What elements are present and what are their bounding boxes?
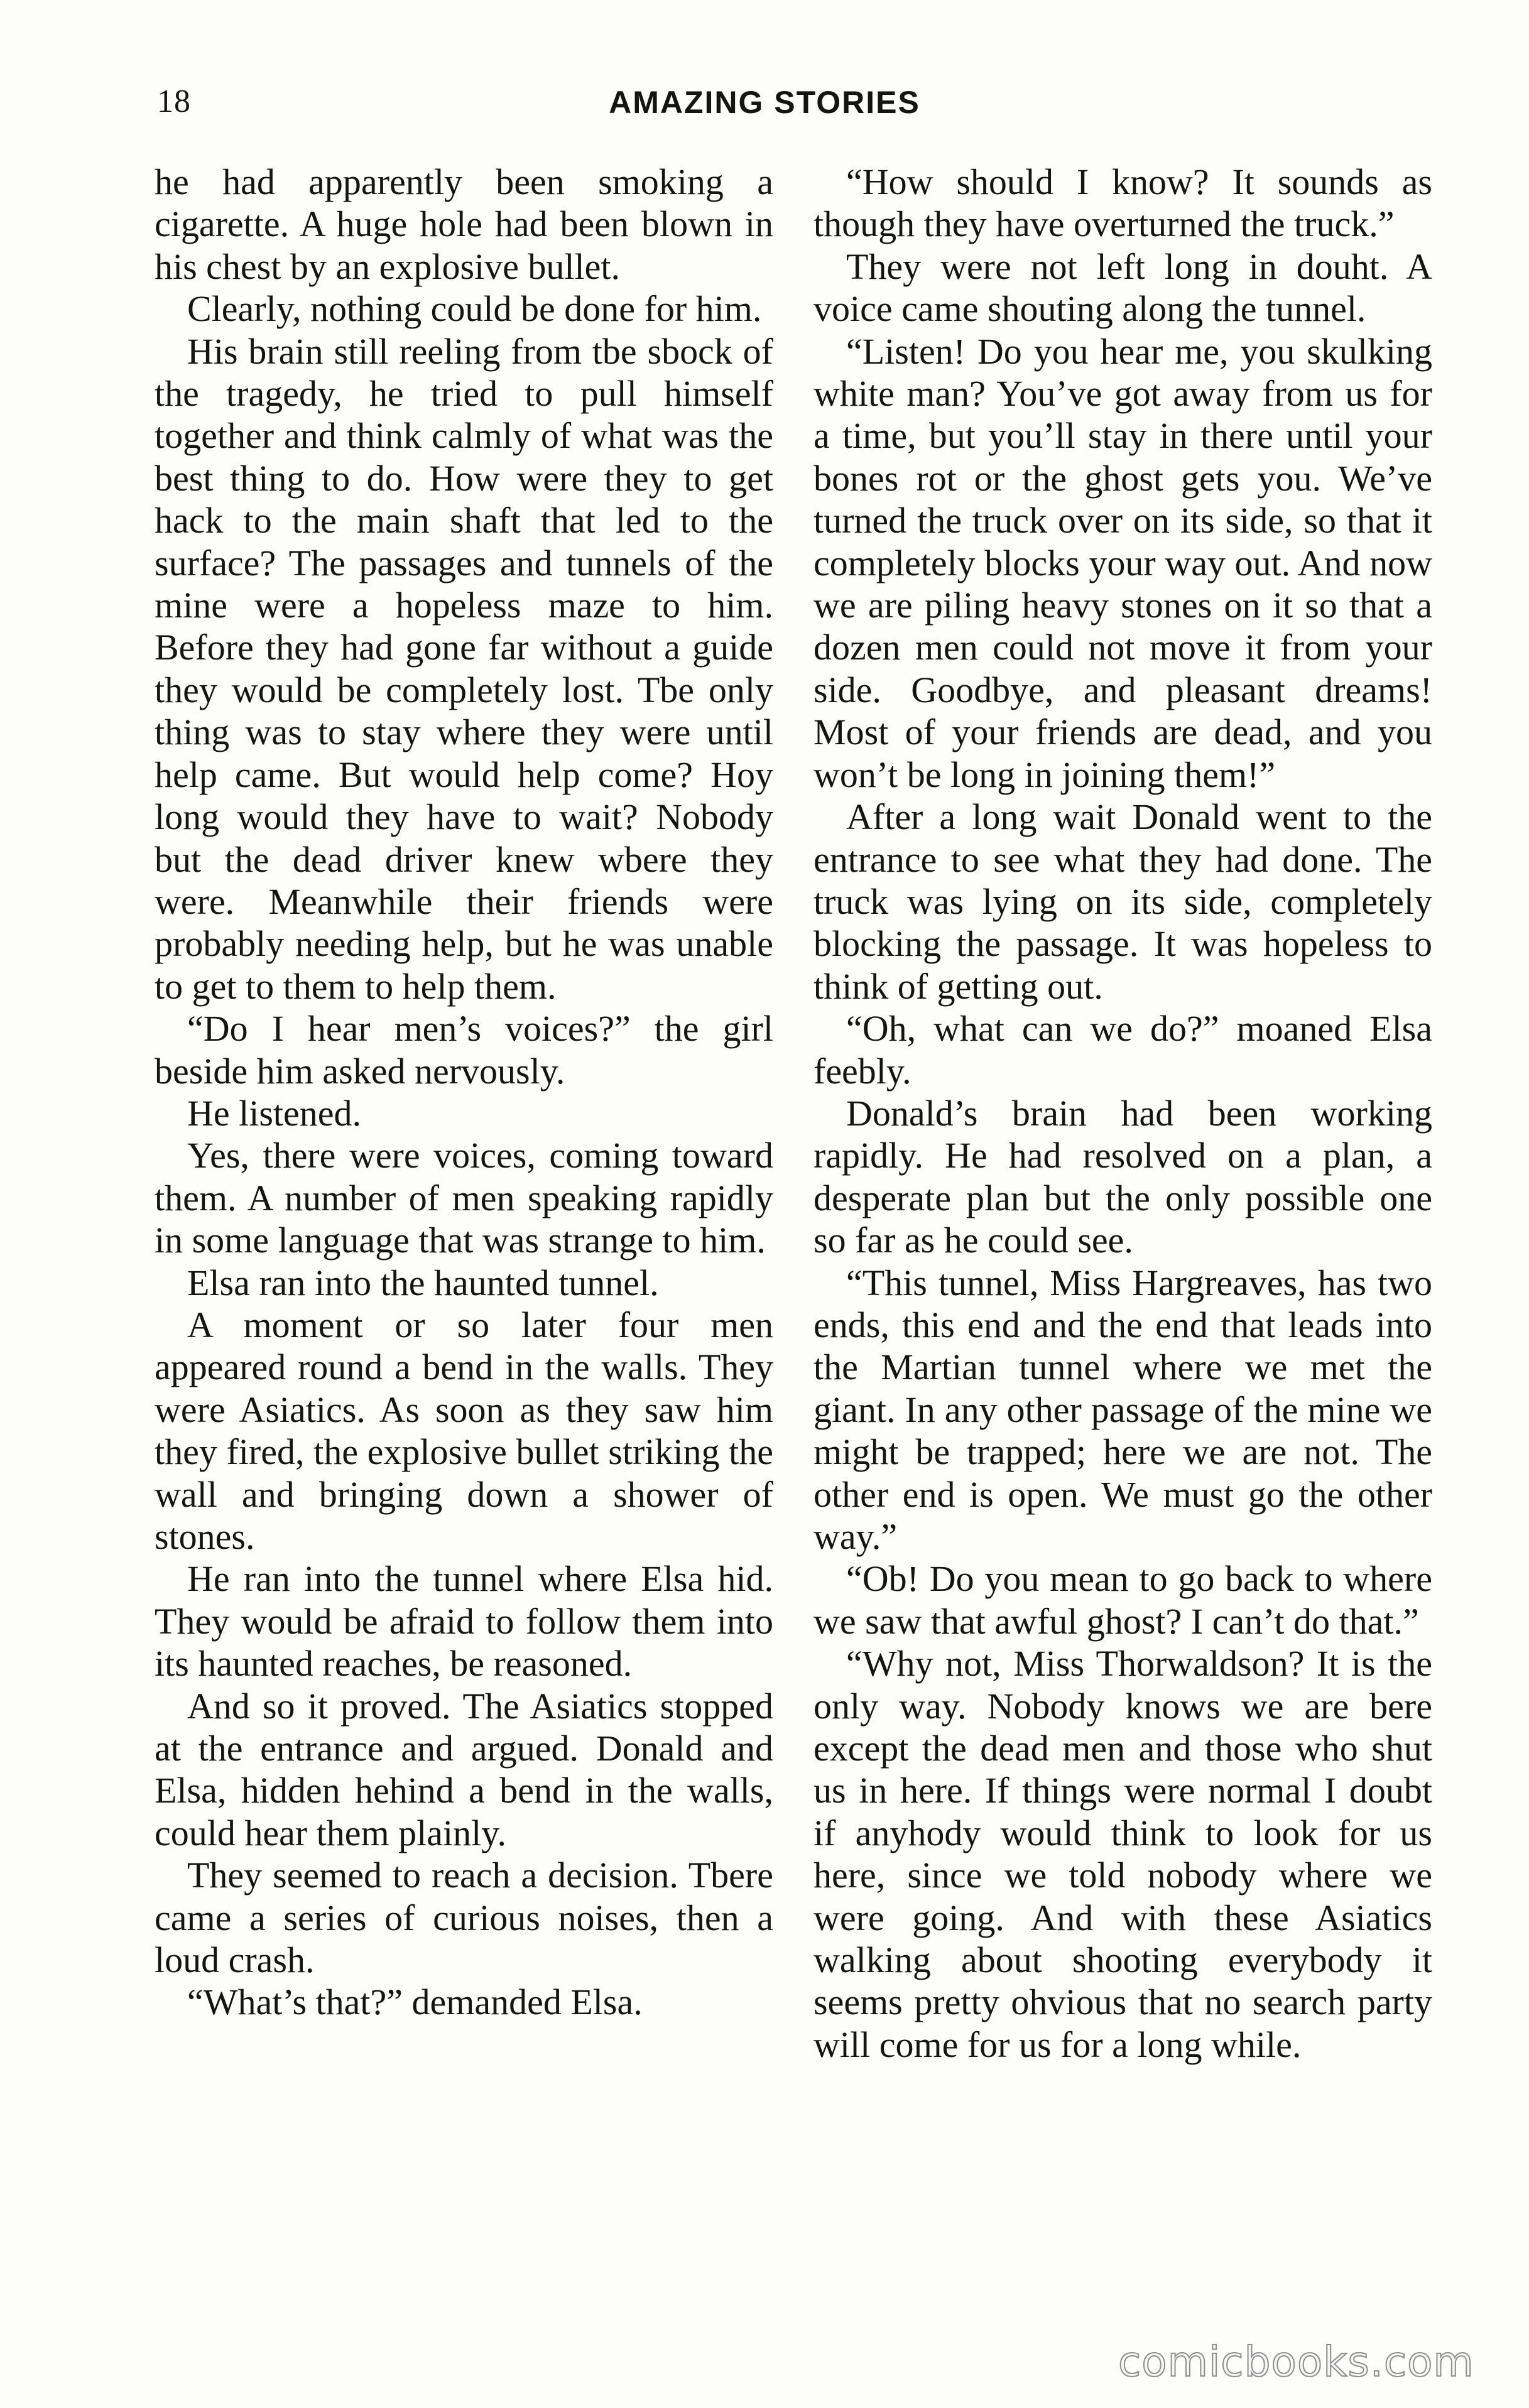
right-column [813, 161, 1432, 2208]
paragraph: A moment or so later four men appeared round a bend in the walls. They were Asiatics. As soon as they saw him they fired, the explosive bullet striking the wall and bringing down a shower of stones. [155, 1304, 773, 1557]
paragraph: “How should I know? It sounds as though they have overturned the truck.” [813, 161, 1432, 245]
paragraph: “What’s that?” demanded Elsa. [187, 1982, 643, 2023]
paragraph: “Why not, Miss Thorwaldson? It is the only way. Nobody knows we are bere except the dead men and those who shut us in here. If things were normal I doubt if anyhody would think to look for us here, since we told nobody where we were going. And with these Asiatics walking about shooting everybody it seems pretty ohvious that no search party will come for us for a long while. [813, 1643, 1432, 2065]
paragraph: “Oh, what can we do?” moaned Elsa feebly. [813, 1008, 1432, 1092]
paragraph: They were not left long in douht. A voice came shouting along the tunnel. [813, 246, 1432, 330]
paragraph: “Listen! Do you hear me, you skulking white man? You’ve got away from us for a time, but you’ll stay in there until your bones rot or the ghost gets you. We’ve turned the truck over on its side, so that it completely blocks your way out. And now we are piling heavy stones on it so that a dozen men could not move it from your side. Goodbye, and pleasant dreams! Most of your friends are dead, and you won’t be long in joining them!” [813, 330, 1432, 795]
paragraph: After a long wait Donald went to the entrance to see what they had done. The truck was lying on its side, completely blocking the passage. It was hopeless to think of getting out. [813, 796, 1432, 1007]
paragraph: he had apparently been smoking a cigarette. A huge hole had been blown in his chest by an explosive bullet. [155, 161, 773, 287]
paragraph: He listened. [187, 1092, 362, 1134]
left-column [155, 161, 773, 2208]
page-number: 18 [157, 84, 191, 119]
watermark: comicbooks.com [1118, 2338, 1474, 2386]
paragraph: Yes, there were voices, coming toward them. A number of men speaking rapidly in some language that was strange to him. [155, 1135, 773, 1261]
paragraph: “This tunnel, Miss Hargreaves, has two ends, this end and the end that leads into the Martian tunnel where we met the giant. In any other passage of the mine we might be trapped; here we are not. The other end is open. We must go the other way.” [813, 1262, 1432, 1557]
paragraph: Elsa ran into the haunted tunnel. [187, 1262, 659, 1303]
paragraph: His brain still reeling from tbe sbock of the tragedy, he tried to pull himself together and think calmly of what was the best thing to do. How were they to get hack to the main shaft that led to the surface? The passages and tunnels of the mine were a hopeless maze to him. Before they had gone far without a guide they would be completely lost. Tbe only thing was to stay where they were until help came. But would help come? Hoy long would they have to wait? Nobody but the dead driver knew wbere they were. Meanwhile their friends were probably needing help, but he was unable to get to them to help them. [155, 330, 773, 1007]
paragraph: Donald’s brain had been working rapidly. He had resolved on a plan, a desperate plan but the only possible one so far as he could see. [813, 1092, 1432, 1261]
paragraph: “Ob! Do you mean to go back to where we saw that awful ghost? I can’t do that.” [813, 1558, 1432, 1642]
paragraph: “Do I hear men’s voices?” the girl beside him asked nervously. [155, 1008, 773, 1092]
paragraph: They seemed to reach a decision. Tbere came a series of curious noises, then a loud crash. [155, 1855, 773, 1981]
running-head: AMAZING STORIES [609, 85, 920, 120]
paragraph: Clearly, nothing could be done for him. [187, 288, 762, 330]
paragraph: And so it proved. The Asiatics stopped at the entrance and argued. Donald and Elsa, hidden hehind a bend in the walls, could hear them plainly. [155, 1685, 773, 1853]
paragraph: He ran into the tunnel where Elsa hid. They would be afraid to follow them into its haunted reaches, be reasoned. [155, 1558, 773, 1684]
